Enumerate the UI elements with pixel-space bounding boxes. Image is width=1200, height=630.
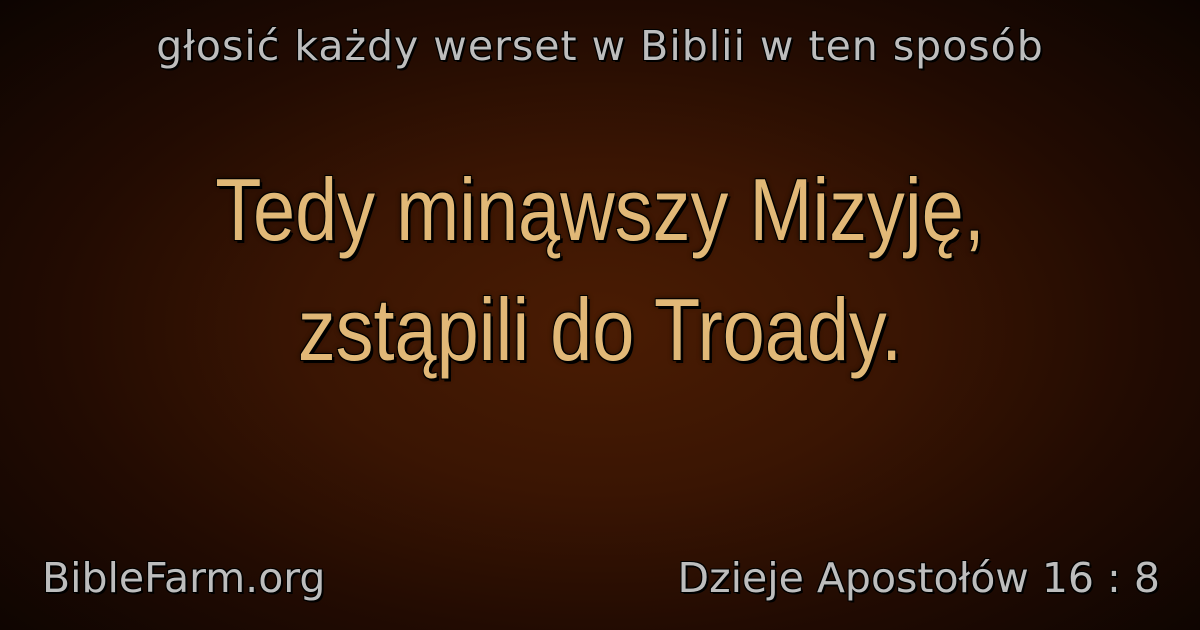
verse-reference: Dzieje Apostołów 16 : 8 (677, 554, 1160, 602)
verse-line-1: Tedy minąwszy Mizyję, (215, 160, 985, 259)
verse-text (118, 150, 1081, 390)
site-name: BibleFarm.org (42, 554, 326, 602)
tagline: głosić każdy werset w Biblii w ten sposób (156, 22, 1044, 70)
verse-line-2: zstąpili do Troady. (297, 280, 903, 379)
